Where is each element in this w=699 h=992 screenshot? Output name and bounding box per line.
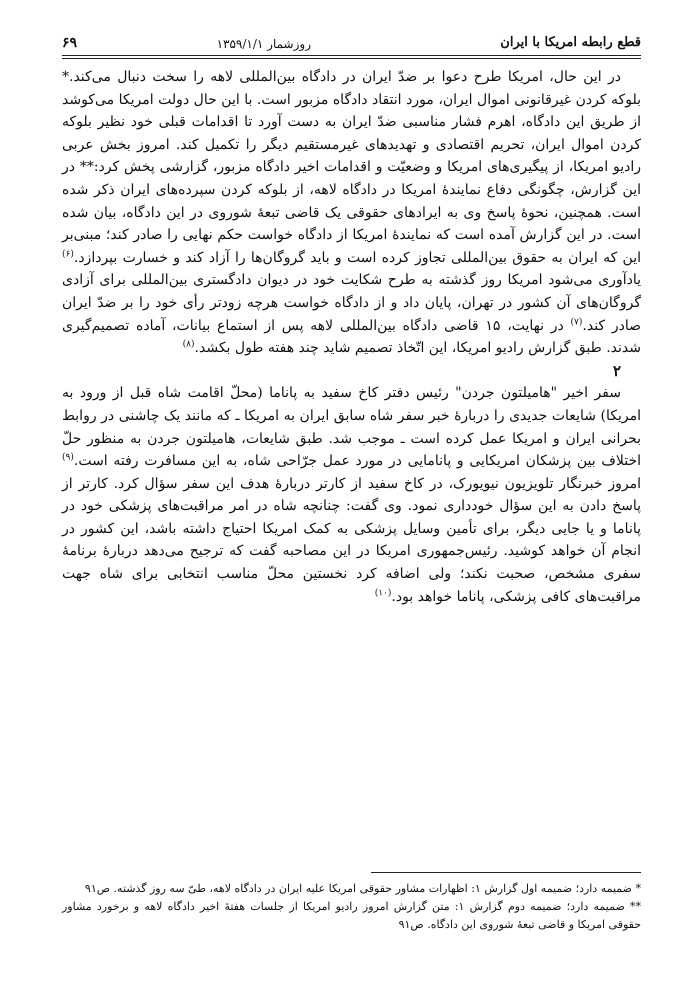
footnotes — [62, 880, 641, 934]
endnote-ref: (۷) — [570, 316, 583, 327]
header-rule — [62, 55, 641, 56]
page-number: ۶۹ — [62, 35, 78, 51]
endnote-ref: (۸) — [182, 339, 195, 350]
paragraph-jordan-panama — [62, 382, 641, 608]
section-number: ۲ — [612, 361, 621, 380]
paragraph-text: سفر اخیر "هامیلتون جردن" رئیس دفتر کاخ سفید به پاناما (محلّ اقامت شاه قبل از ورود به امریکا) شایعات جدیدی را دربارهٔ خبر سفر شاه سابق ایران به امریکا ـ که مانند یک چاشنی در روابط بحرانی ایران و امریکا عمل کرده است ـ موجب شد. طبق شایعات، هامیلتون جردن به منظور حلّ اختلاف بین پزشکان امریکایی و پانامایی در مورد عمل جرّاحی شاه، به این مسافرت رفته است. — [62, 385, 641, 470]
footnote-1: * ضمیمه دارد؛ ضمیمه اول گزارش ۱: اظهارات مشاور حقوقی امریکا علیه ایران در دادگاه لاهه، طیّ سه روز گذشته. ص۹۱ — [84, 882, 641, 895]
paragraph-text: در نهایت، ۱۵ قاضی دادگاه بین‌المللی لاهه پس از استماع بیانات، آماده تصمیم‌گیری شدند. طبق گزارش رادیو امریکا، این اتّخاذ تصمیم شاید چند هفته طول بکشد. — [62, 317, 641, 357]
paragraph-text: یادآوری می‌شود امریکا روز گذشته به طرح شکایت خود در دیوان دادگستری بین‌المللی برای آزادی گروگان‌های آن کشور در تهران، پایان داد و از دادگاه خواست هرچه زودتر رأی خود را بر ضدّ ایران صادر کند. — [62, 272, 641, 334]
endnote-ref: (۹) — [62, 452, 74, 463]
paragraph-text: در این حال، امریکا طرح دعوا بر ضدّ ایران در دادگاه بین‌المللی لاهه را سخت دنبال می‌کند.* بلوکه کردن غیرقانونی اموال ایران، مورد انتقاد دادگاه مزبور است. با این حال دولت امریکا می‌کوشد از طریق این دادگاه، اهرم فشار مناسبی ضدّ ایران به دست آورد تا اقدامات قبلی خود نظیر بلوکه کردن اموال ایران، تحریم اقتصادی و تهدیدهای غیرمستقیم دیگر را تکمیل کند. امروز بخش عربی رادیو امریکا، از پیگیری‌های امریکا و وضعیّت و اقدامات اخیر دادگاه مزبور، گزارشی پخش کرد:** در این گزارش، چگونگی دفاع نمایندهٔ امریکا در دادگاه لاهه، از بلوکه کردن سپرده‌های ایران ذکر شده است. همچنین، نحوهٔ پاسخ وی به ایرادهای حقوقی یک قاضی تبعهٔ شوروی در این دادگاه، بیان شده است. در این گزارش آمده است که نمایندهٔ امریکا از دادگاه خواست حکم نهایی را صادر کند؛ مبنی‌بر این که ایران به حقوق بین‌المللی تجاوز کرده است و باید گروگان‌ها را آزاد کند و خسارت بپردازد. — [62, 69, 642, 266]
chronicle-date: روزشمار ۱۳۵۹/۱/۱ — [216, 37, 311, 51]
header-rule-secondary — [62, 58, 641, 59]
footnote-2: ** ضمیمه دارد؛ ضمیمه دوم گزارش ۱: متن گزارش امروز رادیو امریکا از جلسات هفتهٔ اخیر دادگاه لاهه و برخورد مشاور حقوقی امریکا و قاضی تبعهٔ شوروی این دادگاه. ص۹۱ — [62, 900, 641, 931]
paragraph-text: امروز خبرنگار تلویزیون نیویورک، در کاخ سفید از کارتر دربارهٔ هدف این سفر سؤال کرد. کارتر از پاسخ دادن به این سؤال خودداری نمود. وی گفت: چنانچه شاه در امر مراقبت‌های پزشکی خود در پاناما و یا جایی دیگر، برای تأمین وسایل پزشکی به کمک امریکا احتیاج داشته باشد، این کشور در انجام آن خواهد کوشید. رئیس‌جمهوری امریکا در این مصاحبه گفت که ترجیح می‌دهد دربارهٔ برنامهٔ سفری مشخص، صحبت نکند؛ ولی اضافه کرد نخستین محلّ مناسب انتخابی برای شاه جهت مراقبت‌های کافی پزشکی، پاناما خواهد بود. — [62, 475, 641, 605]
paragraph-hague-court — [62, 66, 641, 360]
endnote-ref: (۶) — [62, 249, 74, 260]
footnote-rule — [371, 872, 641, 873]
running-header — [62, 32, 641, 54]
endnote-ref: (۱۰) — [374, 588, 392, 598]
book-title: قطع رابطه امریکا با ایران — [500, 35, 641, 50]
main-text — [62, 66, 641, 608]
